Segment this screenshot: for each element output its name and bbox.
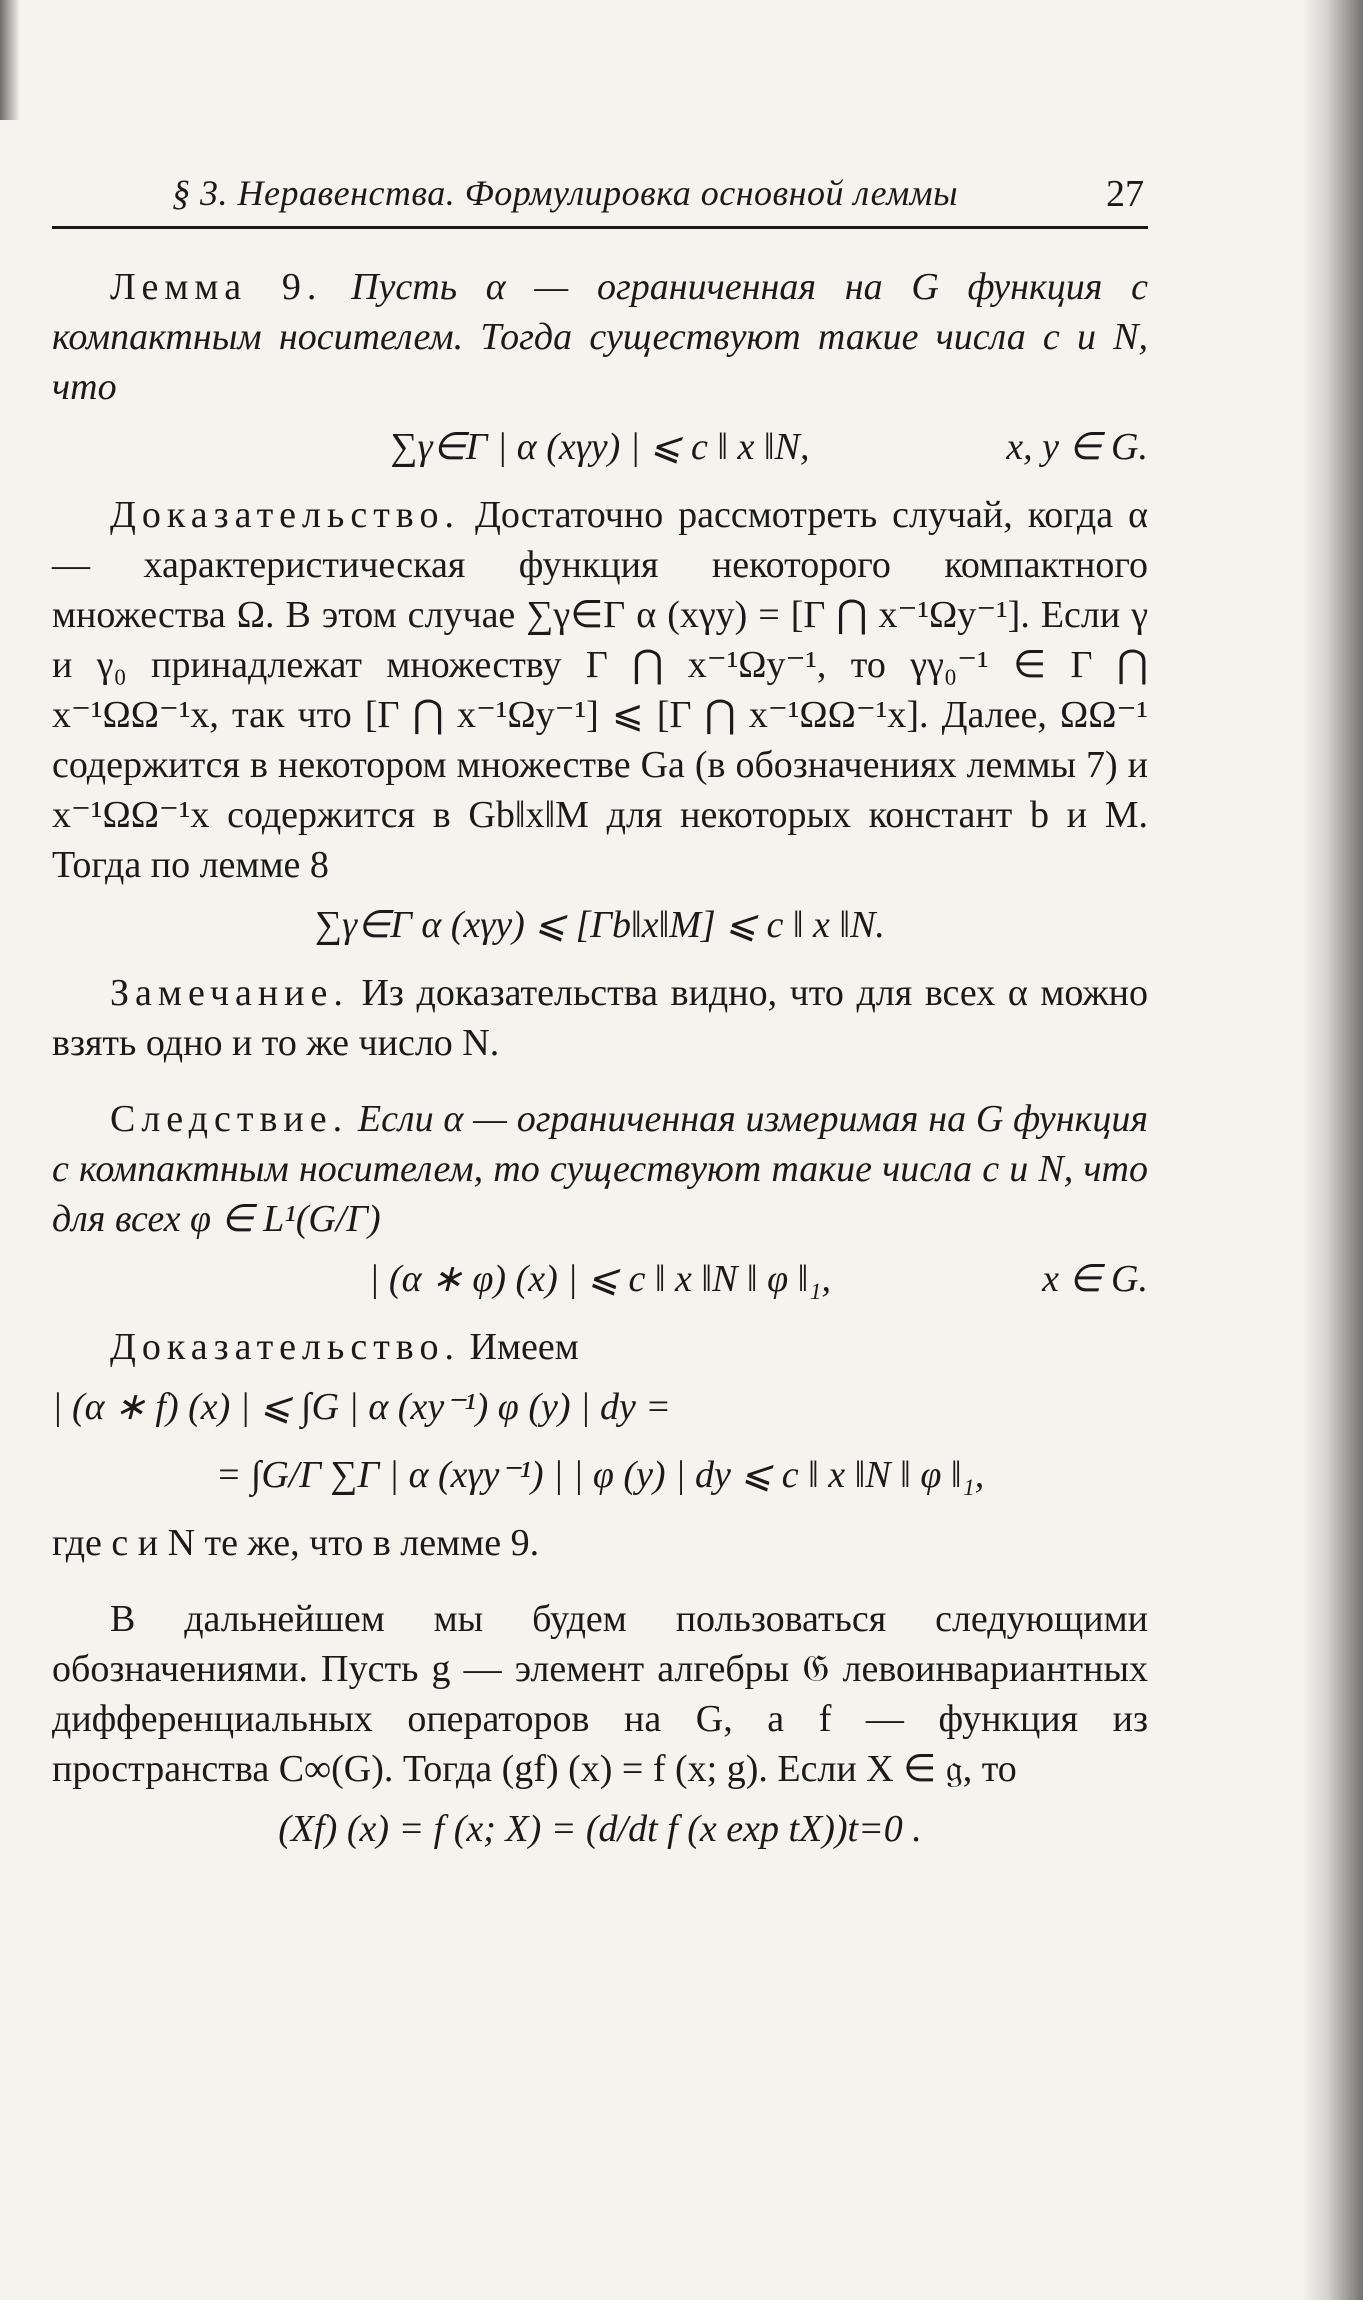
proof2-formula-2: = ∫G/Γ ∑Γ | α (xγy⁻¹) | | φ (y) | dy ⩽ c ‖ x ‖N ‖ φ ‖₁, (215, 1454, 985, 1496)
corollary-formula-line (52, 1254, 1148, 1304)
proof2-formula-1: | (α ∗ f) (x) | ⩽ ∫G | α (xy⁻¹) φ (y) | dy = (52, 1386, 671, 1428)
proof2-text: Имеем (469, 1326, 579, 1368)
remark-paragraph (52, 968, 1148, 1068)
page-content (52, 262, 1148, 1872)
running-header (52, 168, 1152, 220)
scan-shadow-right (1303, 0, 1363, 2300)
corollary-formula-condition: x ∈ G. (1042, 1258, 1148, 1300)
proof1-formula-line (52, 900, 1148, 950)
proof2-formula-line-1 (52, 1382, 1148, 1432)
lemma-formula: ∑γ∈Γ | α (xγy) | ⩽ c ‖ x ‖N, (390, 426, 810, 468)
header-rule (52, 226, 1148, 229)
notation-paragraph: В дальнейшем мы будем пользоваться следующими обозначениями. Пусть g — элемент алгебры 𝔊 левоинвариантных дифференциальных операторов на G, а f — функция из пространства C∞(G). Тогда (gf) (x) = f (x; g). Если X ∈ 𝔤, то (52, 1598, 1148, 1790)
page-number: 27 (1106, 173, 1144, 215)
proof2-tail: где c и N те же, что в лемме 9. (52, 1522, 540, 1564)
paragraph-gap (52, 1068, 1148, 1094)
corollary-label: Следствие. (110, 1098, 349, 1140)
proof2-paragraph (52, 1322, 1148, 1372)
proof1-text-a: Достаточно рассмотреть случай, когда α — характеристическая функция некоторого компактного множества Ω. В этом случае (52, 494, 1148, 636)
proof2-formula-line-2 (52, 1450, 1148, 1500)
header-title: § 3. Неравенства. Формулировка основной леммы (172, 173, 959, 213)
lemma-paragraph (52, 262, 1148, 412)
remark-label: Замечание. (110, 972, 349, 1014)
proof2-label: Доказательство. (110, 1326, 460, 1368)
paragraph-gap (52, 1568, 1148, 1594)
proof1-formula: ∑γ∈Γ α (xγy) ⩽ [Γb‖x‖M] ⩽ c ‖ x ‖N. (315, 904, 885, 946)
lemma-formula-condition: x, y ∈ G. (1006, 426, 1148, 468)
notation-formula: (Xf) (x) = f (x; X) = (d/dt f (x exp tX))t=0 . (278, 1808, 922, 1850)
corollary-paragraph (52, 1094, 1148, 1244)
proof1-text-b: ∑γ∈Γ α (xγy) = [Γ ⋂ x⁻¹Ωy⁻¹]. Если γ и γ₀ принадлежат множеству Γ ⋂ x⁻¹Ωy⁻¹, то γγ₀⁻¹ ∈ Γ ⋂ x⁻¹ΩΩ⁻¹x, так что [Γ ⋂ x⁻¹Ωy⁻¹] ⩽ [Γ ⋂ x⁻¹ΩΩ⁻¹x]. Далее, ΩΩ⁻¹ содержится в некотором множестве Ga (в обозначениях леммы 7) и x⁻¹ΩΩ⁻¹x содержится в Gb‖x‖M для некоторых констант b и M. Тогда по лемме 8 (52, 594, 1149, 886)
corollary-formula: | (α ∗ φ) (x) | ⩽ c ‖ x ‖N ‖ φ ‖₁, (368, 1258, 831, 1300)
notation-formula-line (52, 1804, 1148, 1854)
lemma-text: Пусть α — ограниченная на G функция с компактным носителем. Тогда существуют такие числа c и N, что (52, 266, 1148, 408)
proof1-paragraph (52, 490, 1148, 890)
lemma-label: Лемма 9. (110, 266, 323, 308)
corollary-text: Если α — ограниченная измеримая на G функция с компактным носителем, то существуют такие числа c и N, что для всех φ ∈ L¹(G/Γ) (52, 1098, 1148, 1240)
scan-shadow-left (0, 0, 20, 120)
proof1-label: Доказательство. (110, 494, 460, 536)
lemma-formula-line (52, 422, 1148, 472)
remark-text: Из доказательства видно, что для всех α можно взять одно и то же число N. (52, 972, 1149, 1064)
